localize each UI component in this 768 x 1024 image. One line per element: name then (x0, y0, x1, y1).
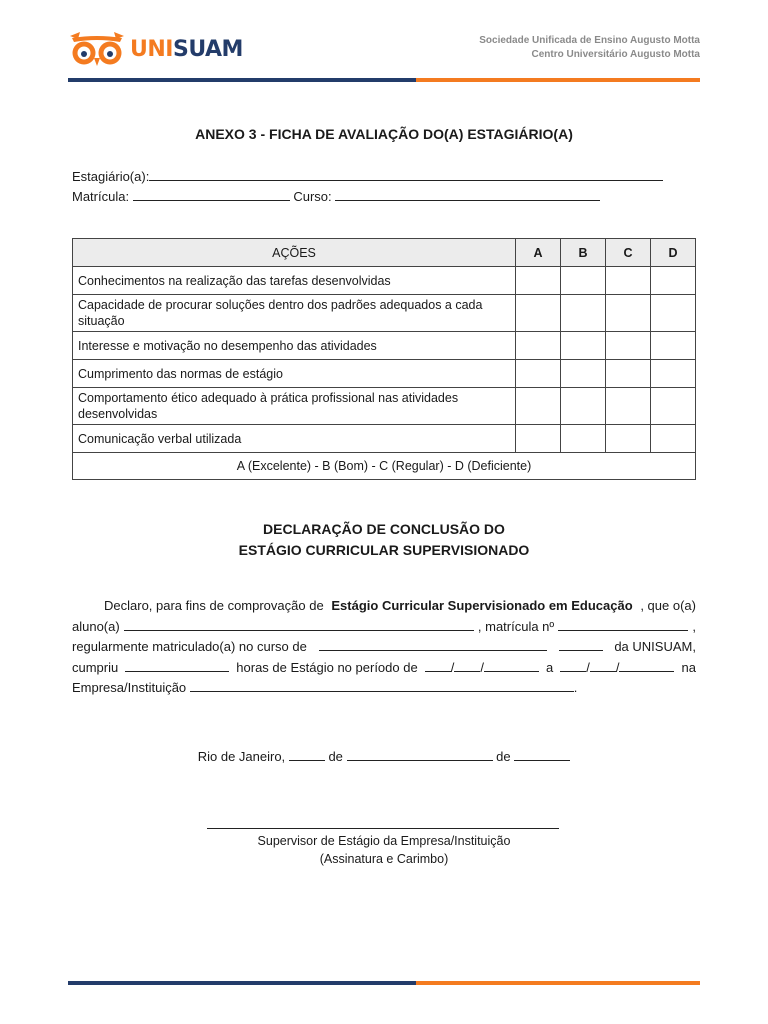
grade-cell-a[interactable] (516, 388, 561, 425)
grade-header-c: C (606, 239, 651, 267)
grade-header-d: D (651, 239, 696, 267)
grade-cell-c[interactable] (606, 267, 651, 295)
grade-cell-a[interactable] (516, 332, 561, 360)
estagiario-blank[interactable] (149, 167, 663, 181)
estagiario-label: Estagiário(a): (72, 169, 150, 184)
grade-cell-a[interactable] (516, 425, 561, 453)
grade-cell-b[interactable] (561, 267, 606, 295)
course-blank[interactable] (319, 637, 547, 651)
declaration-title-line-1: DECLARAÇÃO DE CONCLUSÃO DO (263, 521, 505, 537)
grade-cell-c[interactable] (606, 295, 651, 332)
declaration-title-line-2: ESTÁGIO CURRICULAR SUPERVISIONADO (238, 542, 530, 558)
grade-cell-d[interactable] (651, 425, 696, 453)
action-cell: Comportamento ético adequado à prática profissional nas atividades desenvolvidas (73, 388, 516, 425)
hours-blank[interactable] (125, 658, 229, 672)
grade-header-a: A (516, 239, 561, 267)
header-divider-bar (68, 78, 700, 82)
footer-divider-bar (68, 981, 700, 985)
action-cell: Capacidade de procurar soluções dentro dos padrões adequados a cada situação (73, 295, 516, 332)
signature-line[interactable] (207, 828, 559, 829)
table-row (73, 332, 696, 360)
action-cell: Comunicação verbal utilizada (73, 425, 516, 453)
estagiario-field (72, 167, 663, 184)
date-line: Rio de Janeiro, de de (0, 747, 768, 764)
grade-cell-b[interactable] (561, 425, 606, 453)
end-date-blank[interactable]: / / (560, 658, 674, 679)
declaration-line-5: Empresa/Instituição . (72, 680, 578, 696)
grade-cell-b[interactable] (561, 388, 606, 425)
logo-wordmark: UNISUAM (130, 36, 243, 62)
grade-cell-d[interactable] (651, 388, 696, 425)
signature-role: Supervisor de Estágio da Empresa/Instituição (257, 834, 511, 848)
grade-cell-d[interactable] (651, 332, 696, 360)
matricula-blank[interactable] (133, 187, 290, 201)
page-title: ANEXO 3 - FICHA DE AVALIAÇÃO DO(A) ESTAGIÁRIO(A) (195, 126, 573, 142)
action-cell: Interesse e motivação no desempenho das atividades (73, 332, 516, 360)
declaration-line-4: cumpriu horas de Estágio no período de / / a / / na (72, 658, 696, 679)
institution-blank[interactable] (190, 678, 574, 692)
grade-cell-b[interactable] (561, 332, 606, 360)
grade-cell-c[interactable] (606, 388, 651, 425)
grade-cell-c[interactable] (606, 425, 651, 453)
matricula-number-blank[interactable] (558, 617, 688, 631)
grade-legend: A (Excelente) - B (Bom) - C (Regular) - D (Deficiente) (73, 453, 696, 480)
grade-cell-b[interactable] (561, 295, 606, 332)
declaration-line-1: Declaro, para fins de comprovação de Estágio Curricular Supervisionado em Educação , que o(a) (72, 596, 696, 617)
month-blank[interactable] (347, 747, 493, 761)
course-extra-blank[interactable] (559, 637, 603, 651)
action-cell: Cumprimento das normas de estágio (73, 360, 516, 388)
matricula-label: Matrícula: (72, 189, 130, 204)
grade-cell-c[interactable] (606, 332, 651, 360)
declaration-emphasis: Estágio Curricular Supervisionado em Educação (331, 598, 633, 613)
grade-cell-a[interactable] (516, 267, 561, 295)
curso-label: Curso: (293, 189, 332, 204)
table-row (73, 360, 696, 388)
table-row (73, 425, 696, 453)
day-blank[interactable] (289, 747, 325, 761)
signature-caption (0, 832, 768, 868)
action-cell: Conhecimentos na realização das tarefas desenvolvidas (73, 267, 516, 295)
declaration-body (72, 596, 696, 699)
table-header-row (73, 239, 696, 267)
declaration-line-3: regularmente matriculado(a) no curso de da UNISUAM, (72, 639, 696, 655)
grade-cell-b[interactable] (561, 360, 606, 388)
institution-line-1: Sociedade Unificada de Ensino Augusto Motta (479, 35, 700, 46)
year-blank[interactable] (514, 747, 570, 761)
evaluation-table (72, 238, 696, 480)
legend-row (73, 453, 696, 480)
curso-blank[interactable] (335, 187, 600, 201)
grade-cell-d[interactable] (651, 295, 696, 332)
start-date-blank[interactable]: / / (425, 658, 539, 679)
grade-cell-a[interactable] (516, 360, 561, 388)
city-label: Rio de Janeiro, (197, 749, 286, 764)
unisuam-logo (68, 30, 243, 68)
aluno-blank[interactable] (124, 617, 474, 631)
grade-cell-d[interactable] (651, 360, 696, 388)
declaration-title (0, 519, 768, 561)
table-row (73, 295, 696, 332)
grade-header-b: B (561, 239, 606, 267)
institution-name (479, 34, 700, 62)
owl-eyes-icon (68, 30, 126, 68)
matricula-curso-field (72, 187, 600, 204)
signature-note: (Assinatura e Carimbo) (319, 852, 449, 866)
declaration-line-2: aluno(a) , matrícula nº , (72, 618, 696, 634)
grade-cell-c[interactable] (606, 360, 651, 388)
actions-header: AÇÕES (73, 239, 516, 267)
grade-cell-d[interactable] (651, 267, 696, 295)
table-row (73, 388, 696, 425)
page-header (68, 30, 700, 74)
table-row (73, 267, 696, 295)
grade-cell-a[interactable] (516, 295, 561, 332)
institution-line-2: Centro Universitário Augusto Motta (531, 49, 700, 60)
